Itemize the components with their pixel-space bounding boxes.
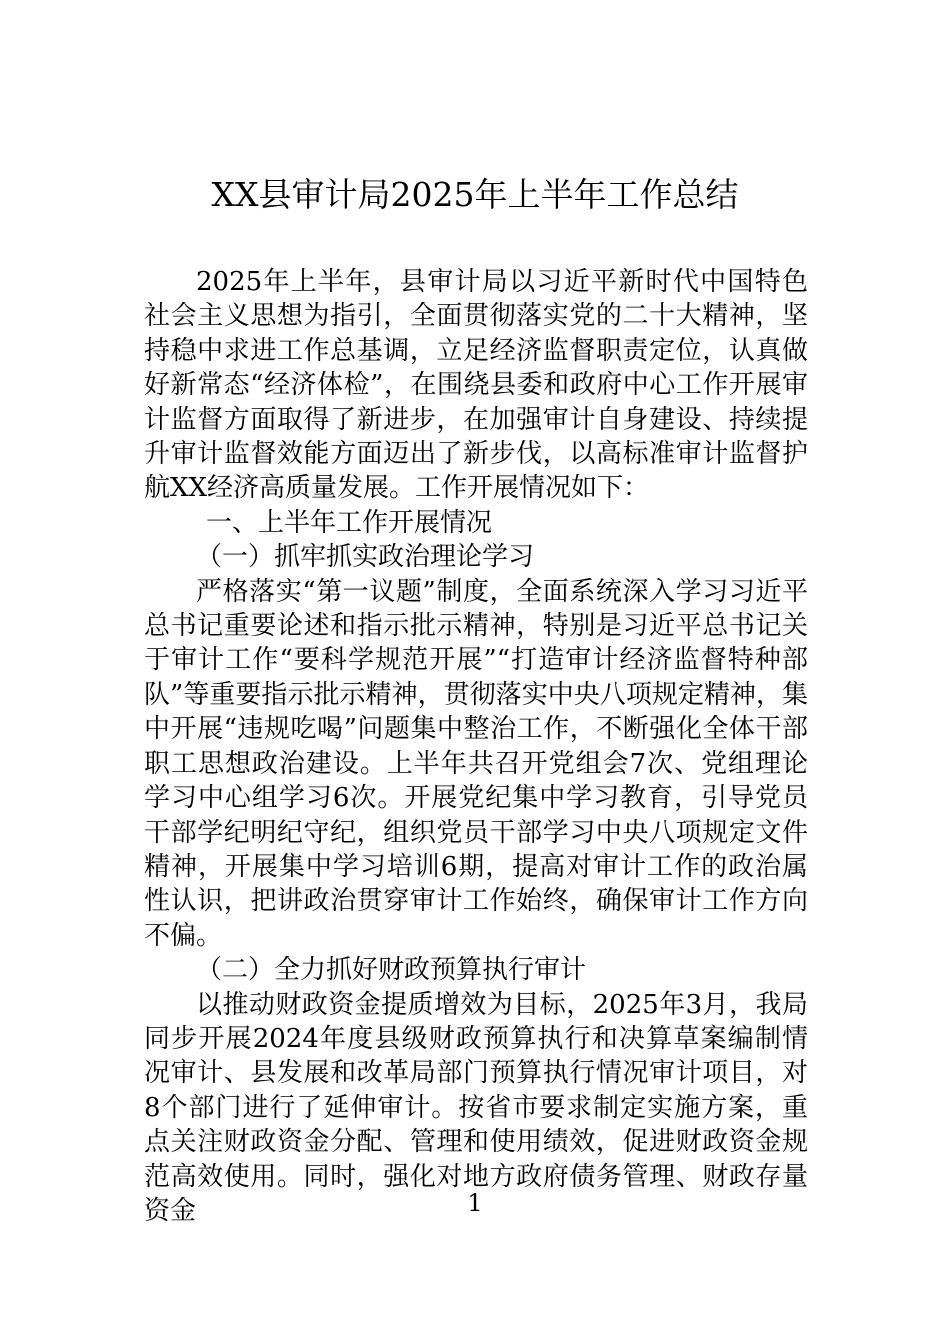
document-body [144,265,808,1228]
paragraph-1-2: 以推动财政资金提质增效为目标，2025年3月，我局同步开展2024年度县级财政预算执行和决算草案编制情况审计、县发展和改革局部门预算执行情况审计项目，对8个部门进行了延伸审计。按省市要求制定实施方案，重点关注财政资金分配、管理和使用绩效，促进财政资金规范高效使用。同时，强化对地方政府债务管理、财政存量资金 [144,989,808,1226]
paragraph-1-1: 严格落实“第一议题”制度，全面系统深入学习习近平总书记重要论述和指示批示精神，特别是习近平总书记关于审计工作“要科学规范开展”“打造审计经济监督特种部队”等重要指示批示精神，贯彻落实中央八项规定精神，集中开展“违规吃喝”问题集中整治工作，不断强化全体干部职工思想政治建设。上半年共召开党组会7次、党组理论学习中心组学习6次。开展党纪集中学习教育，引导党员干部学纪明纪守纪，组织党员干部学习中央八项规定文件精神，开展集中学习培训6期，提高对审计工作的政治属性认识，把讲政治贯穿审计工作始终，确保审计工作方向不偏。 [144,576,808,951]
section-heading-1: 一、上半年工作开展情况 [206,507,493,538]
intro-paragraph: 2025年上半年，县审计局以习近平新时代中国特色社会主义思想为指引，全面贯彻落实党的二十大精神，坚持稳中求进工作总基调，立足经济监督职责定位，认真做好新常态“经济体检”，在围绕县委和政府中心工作开展审计监督方面取得了新进步，在加强审计自身建设、持续提升审计监督效能方面迈出了新步伐，以高标准审计监督护航XX经济高质量发展。工作开展情况如下： [144,267,808,504]
subsection-heading-1-2: （二）全力抓好财政预算执行审计 [196,955,587,986]
document-title: XX县审计局2025年上半年工作总结 [211,175,739,214]
subsection-heading-1-1: （一）抓牢抓实政治理论学习 [196,542,535,573]
page-number: 1 [467,1189,483,1217]
